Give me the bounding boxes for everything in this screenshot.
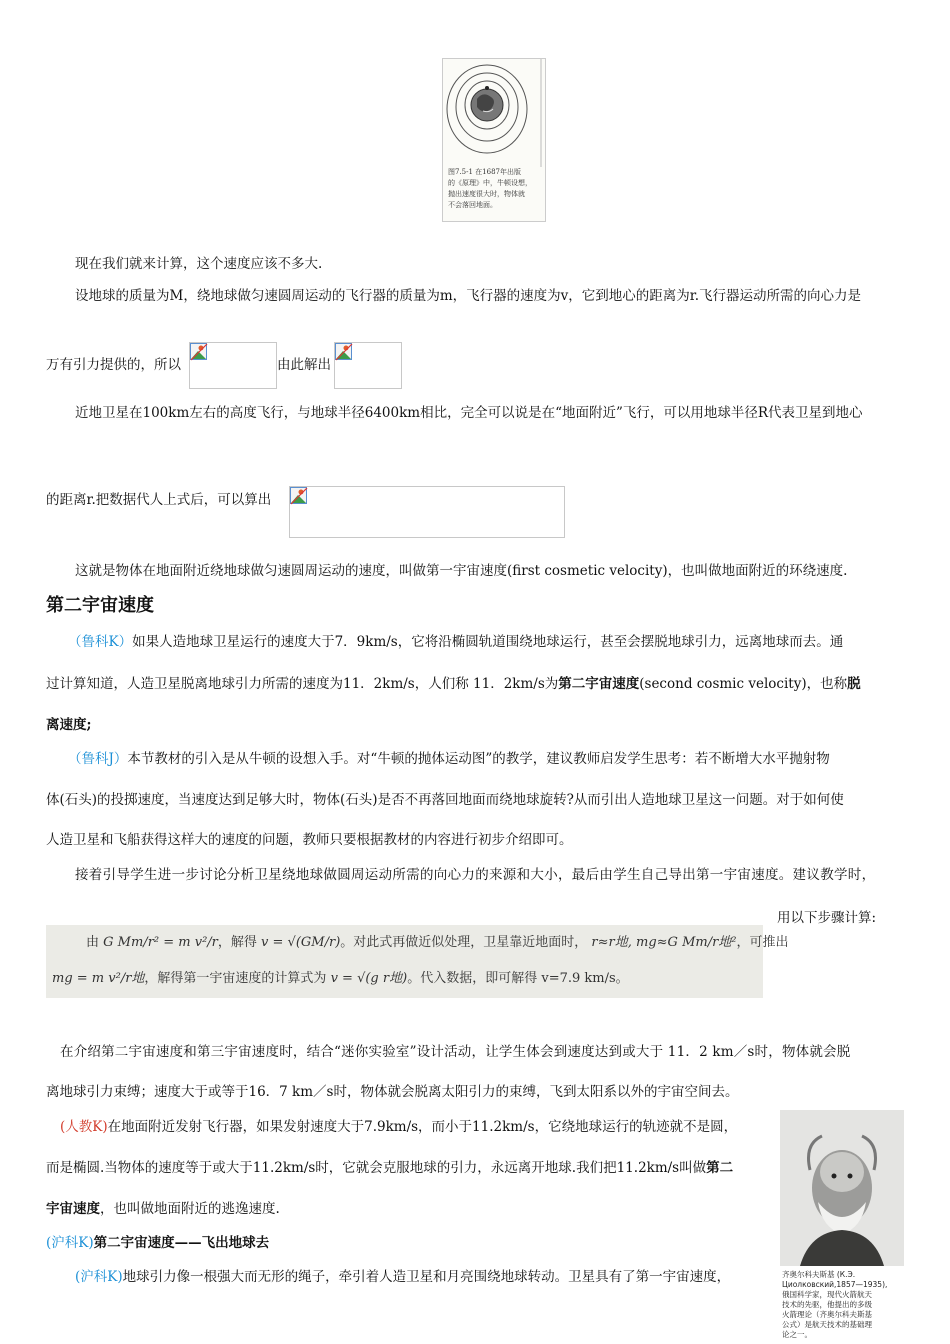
luke-k-line-1	[68, 632, 843, 652]
luke-k-line-2	[46, 674, 861, 694]
source-tag: (人教K)	[60, 1119, 108, 1135]
renjiao-k-line-1	[60, 1117, 737, 1137]
text: 而是椭圆.当物体的速度等于或大于11.2km/s时，它就会克服地球的引力，永远离开地球.我们把11.2km/s叫做	[46, 1160, 707, 1176]
source-tag: （鲁科J）	[68, 751, 128, 767]
broken-image-icon	[335, 343, 353, 361]
huke-k-line-1	[75, 1267, 730, 1287]
text: (second cosmic velocity)，也称	[639, 676, 848, 692]
text: ，解得第一宇宙速度的计算式为	[144, 971, 327, 986]
luke-j-line-2: 体(石头)的投掷速度，当速度达到足够大时，物体(石头)是否不再落回地面而绕地球旋转?从而引出人造地球卫星这一问题。对于如何使	[46, 792, 844, 808]
portrait-photo	[780, 1110, 904, 1266]
scanned-formula-block	[46, 925, 789, 998]
term-bold: 第二	[706, 1160, 734, 1176]
text: ，解得	[217, 935, 257, 950]
paragraph-3-b: 由此解出	[277, 357, 331, 373]
portrait-figure	[780, 1110, 904, 1338]
intro-line-1: 在介绍第二宇宙速度和第三宇宙速度时，结合“迷你实验室”设计活动，让学生体会到速度达到或大于 11．2 km／s时，物体就会脱	[60, 1044, 851, 1060]
term-bold: 宇宙速度	[46, 1201, 100, 1217]
formula-image-placeholder-2	[334, 342, 402, 389]
portrait-caption: 齐奥尔科夫斯基 (К.Э. Циолковский,1857—1935), 俄国科学家，现代火箭航天 技术的先驱，他提出的多级 火箭理论（齐奥尔科夫斯基 公式）是航天技术的基础理 论之一。	[782, 1270, 888, 1339]
text: 在地面附近发射飞行器，如果发射速度大于7.9km/s，而小于11.2km/s，它绕地球运行的轨迹就不是圆，	[107, 1119, 738, 1135]
paragraph-4: 近地卫星在100km左右的高度飞行，与地球半径6400km相比，完全可以说是在“地面附近”飞行，可以用地球半径R代表卫星到地心	[75, 405, 863, 421]
subheading: 第二宇宙速度——飞出地球去	[93, 1235, 270, 1251]
section-heading: 第二宇宙速度	[46, 595, 154, 616]
formula-image-placeholder-3	[289, 486, 565, 538]
text: v=7.9 km/s。	[541, 971, 629, 986]
formula-image-placeholder-1	[189, 342, 277, 389]
paragraph-1: 现在我们就来计算，这个速度应该不多大.	[75, 256, 323, 272]
formula-line-1: 由 G Mm/r² = m v²/r，解得 v = √(GM/r)。对此式再做近似处理，卫星靠近地面时， r≈r地, mg≈G Mm/r地²，可推出	[86, 935, 789, 950]
huke-k-heading	[46, 1233, 269, 1253]
paragraph-3-a: 万有引力提供的，所以	[46, 357, 181, 373]
guide-line-1: 接着引导学生进一步讨论分析卫星绕地球做圆周运动所需的向心力的来源和大小，最后由学生自己导出第一宇宙速度。建议教学时，	[75, 867, 876, 883]
renjiao-k-line-3	[46, 1199, 280, 1219]
figure-caption: 图7.5-1 在1687年出版 的《原理》中，牛顿设想， 抛出速度很大时，物体就 不会落回地面。	[448, 168, 532, 209]
text: ，可推出	[736, 935, 789, 950]
text: ，也叫做地面附近的逃逸速度.	[100, 1201, 280, 1217]
source-tag: （鲁科K）	[68, 634, 133, 650]
text: 。对此式再做近似处理，卫星靠近地面时，	[340, 935, 588, 950]
luke-j-line-3: 人造卫星和飞船获得这样大的速度的问题，教师只要根据教材的内容进行初步介绍即可。	[46, 832, 573, 848]
orbit-diagram-icon	[443, 59, 543, 167]
paragraph-6: 这就是物体在地面附近绕地球做匀速圆周运动的速度，叫做第一宇宙速度(first cosmetic velocity)，也叫做地面附近的环绕速度.	[75, 563, 848, 579]
term-bold: 第二宇宙速度	[558, 676, 640, 692]
text: 。代入数据，即可解得	[407, 971, 538, 986]
broken-image-icon	[290, 487, 308, 505]
renjiao-k-line-2	[46, 1158, 733, 1178]
text: 如果人造地球卫星运行的速度大于7．9km/s，它将沿椭圆轨道围绕地球运行，甚至会摆脱地球引力，远离地球而去。通	[132, 634, 844, 650]
text: 由	[86, 935, 100, 950]
text: 过计算知道，人造卫星脱离地球引力所需的速度为11．2km/s，人们称 11．2km/s为	[46, 676, 559, 692]
text: 地球引力像一根强大而无形的绳子，牵引着人造卫星和月亮围绕地球转动。卫星具有了第一宇宙速度，	[122, 1269, 731, 1285]
text: 本节教材的引入是从牛顿的设想入手。对“牛顿的抛体运动图”的教学，建议教师启发学生思考：若不断增大水平抛射物	[127, 751, 830, 767]
broken-image-icon	[190, 343, 208, 361]
source-tag: (沪科K)	[75, 1269, 123, 1285]
formula-line-2: mg = m v²/r地，解得第一宇宙速度的计算式为 v = √(g r地)。代入数据，即可解得 v=7.9 km/s。	[52, 971, 629, 986]
paragraph-2: 设地球的质量为M，绕地球做匀速圆周运动的飞行器的质量为m，飞行器的速度为v，它到地心的距离为r.飞行器运动所需的向心力是	[75, 288, 862, 304]
term-bold: 脱	[847, 676, 861, 692]
paragraph-5: 的距离r.把数据代人上式后，可以算出	[46, 492, 272, 508]
luke-k-line-3: 离速度;	[46, 717, 92, 733]
guide-line-2: 用以下步骤计算:	[777, 910, 877, 926]
newton-cannon-figure	[442, 58, 546, 222]
intro-line-2: 离地球引力束缚；速度大于或等于16．7 km／s时，物体就会脱离太阳引力的束缚，飞到太阳系以外的宇宙空间去。	[46, 1084, 739, 1100]
source-tag: (沪科K)	[46, 1235, 94, 1251]
luke-j-line-1	[68, 749, 830, 769]
